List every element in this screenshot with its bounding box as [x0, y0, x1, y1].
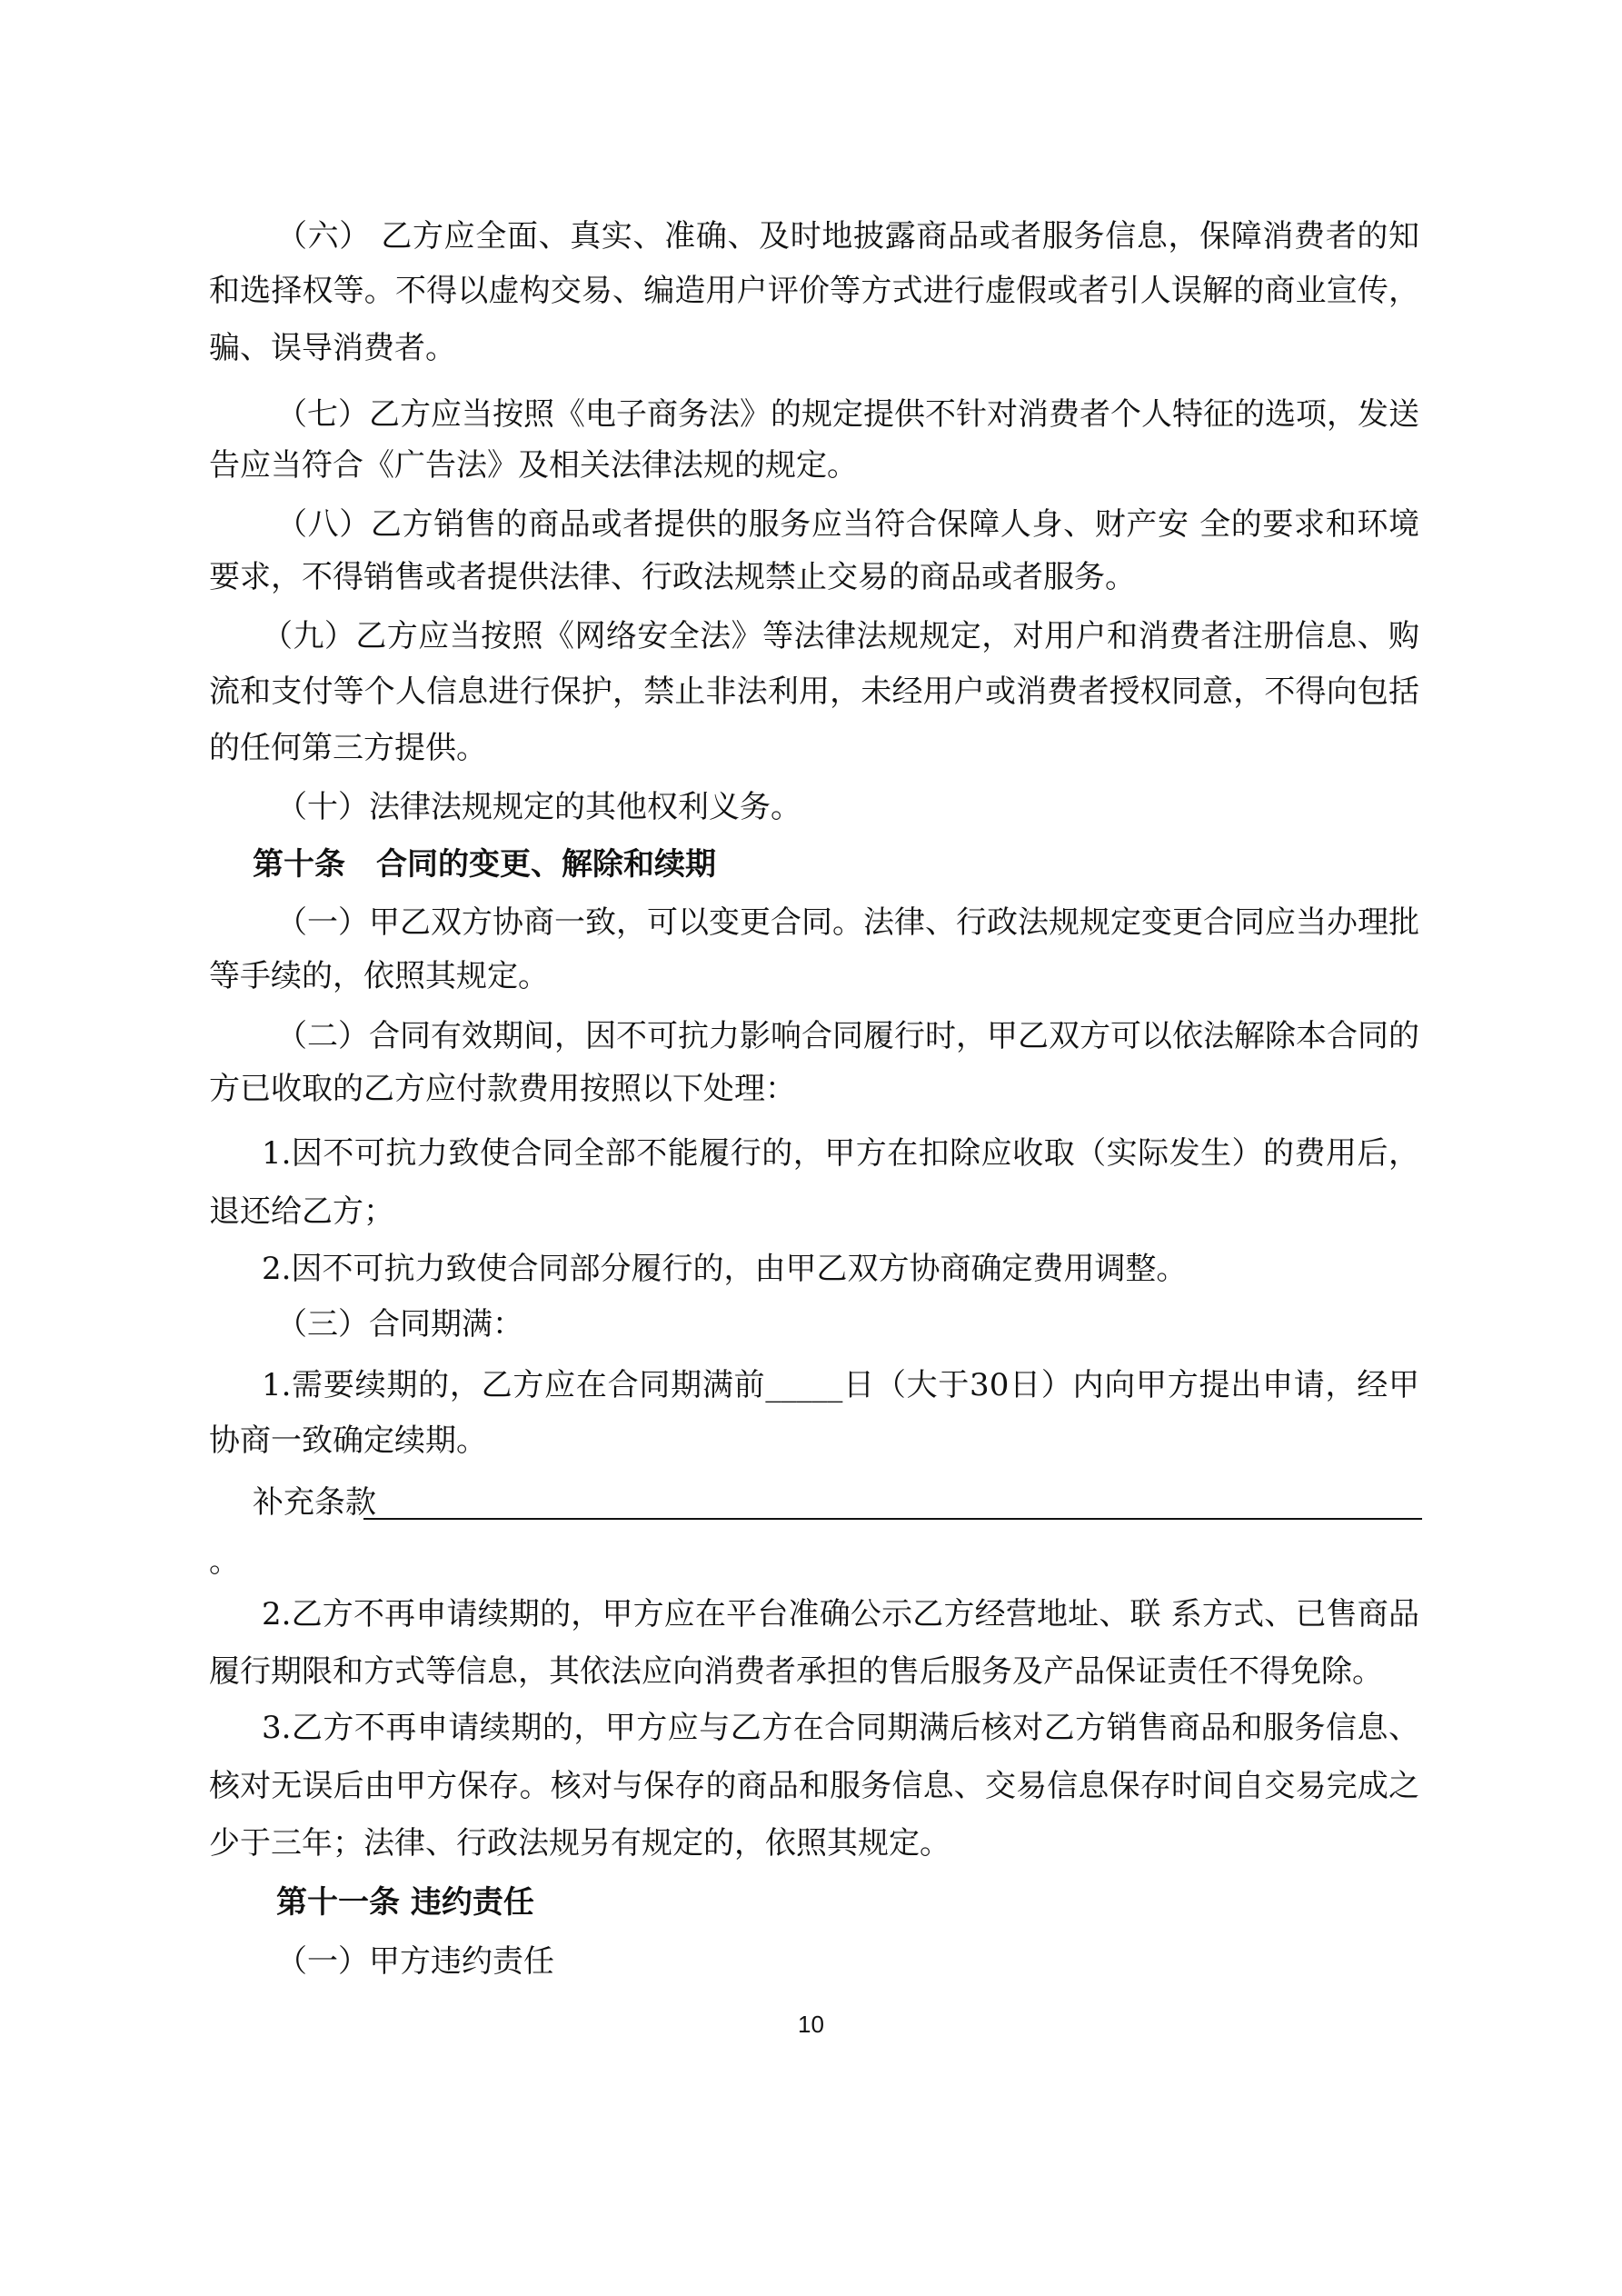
paragraph-line: 和选择权等。不得以虚构交易、编造用户评价等方式进行虚假或者引人误解的商业宣传，	[209, 273, 1419, 309]
paragraph-line: 少于三年；法律、行政法规另有规定的，依照其规定。	[209, 1825, 950, 1862]
paragraph-line: 2.乙方不再申请续期的，甲方应在平台准确公示乙方经营地址、联 系方式、已售商品	[262, 1596, 1419, 1632]
paragraph-line: （十）法律法规规定的其他权利义务。	[276, 789, 801, 825]
paragraph-line: 1.需要续期的，乙方应在合同期满前_____日（大于30日）内向甲方提出申请，经甲	[262, 1367, 1419, 1403]
paragraph-line: 3.乙方不再申请续期的，甲方应与乙方在合同期满后核对乙方销售商品和服务信息、	[262, 1710, 1419, 1746]
paragraph-line: （一）甲方违约责任	[276, 1943, 554, 1980]
paragraph-line: 。	[209, 1543, 240, 1580]
paragraph-line: （八）乙方销售的商品或者提供的服务应当符合保障人身、财产安 全的要求和环境	[276, 506, 1419, 543]
paragraph-line: 的任何第三方提供。	[209, 730, 487, 766]
paragraph-line: 等手续的，依照其规定。	[209, 958, 549, 994]
paragraph-line: （二）合同有效期间，因不可抗力影响合同履行时，甲乙双方可以依法解除本合同的	[276, 1018, 1419, 1054]
supplementary-clause-blank[interactable]	[363, 1518, 1422, 1520]
paragraph-line: （一）甲乙双方协商一致，可以变更合同。法律、行政法规规定变更合同应当办理批	[276, 904, 1419, 941]
paragraph-line: 流和支付等个人信息进行保护，禁止非法利用，未经用户或消费者授权同意，不得向包括	[209, 674, 1419, 710]
paragraph-line: （六） 乙方应全面、真实、准确、及时地披露商品或者服务信息，保障消费者的知	[276, 218, 1419, 255]
section-heading: 第十一条 违约责任	[276, 1884, 534, 1921]
paragraph-line: 要求，不得销售或者提供法律、行政法规禁止交易的商品或者服务。	[209, 559, 1136, 595]
section-heading: 第十条 合同的变更、解除和续期	[253, 846, 716, 883]
paragraph-line: 1.因不可抗力致使合同全部不能履行的，甲方在扣除应收取（实际发生）的费用后，	[262, 1135, 1419, 1172]
paragraph-line: （三）合同期满：	[276, 1306, 523, 1343]
paragraph-line: 告应当符合《广告法》及相关法律法规的规定。	[209, 447, 858, 484]
paragraph-line: 2.因不可抗力致使合同部分履行的，由甲乙双方协商确定费用调整。	[262, 1251, 1188, 1287]
page-number: 10	[798, 2011, 824, 2038]
paragraph-line: 方已收取的乙方应付款费用按照以下处理：	[209, 1071, 796, 1107]
paragraph-line: 履行期限和方式等信息，其依法应向消费者承担的售后服务及产品保证责任不得免除。	[209, 1653, 1383, 1690]
paragraph-line: （七）乙方应当按照《电子商务法》的规定提供不针对消费者个人特征的选项，发送	[276, 396, 1419, 433]
paragraph-line: 退还给乙方；	[209, 1193, 394, 1230]
supplementary-clause-label: 补充条款	[253, 1484, 376, 1521]
paragraph-line: 协商一致确定续期。	[209, 1423, 487, 1459]
paragraph-line: 核对无误后由甲方保存。核对与保存的商品和服务信息、交易信息保存时间自交易完成之	[209, 1768, 1419, 1804]
paragraph-line: 骗、误导消费者。	[209, 330, 456, 366]
paragraph-line: （九）乙方应当按照《网络安全法》等法律法规规定，对用户和消费者注册信息、购	[262, 618, 1419, 654]
